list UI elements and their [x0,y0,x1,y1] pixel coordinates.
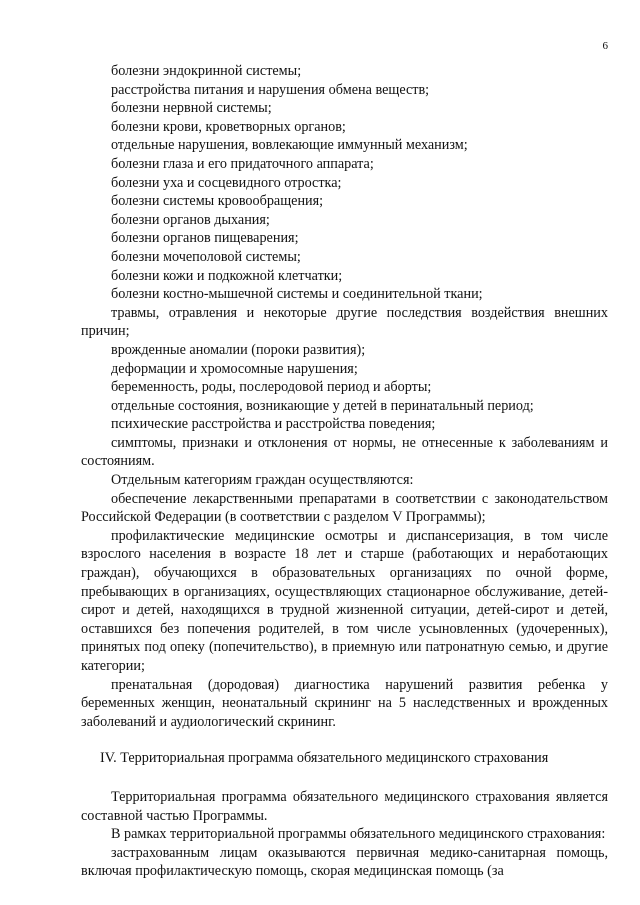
list-item: болезни глаза и его придаточного аппарата; [111,155,374,172]
paragraph-prenatal: пренатальная (дородовая) диагностика нарушений развития ребенка у беременных женщин, неонатальный скрининг на 5 наследственных и врожденных заболеваний и аудиологический скрининг. [81,676,608,730]
list-item: болезни кожи и подкожной клетчатки; [111,267,343,284]
list-item: болезни органов пищеварения; [111,230,299,247]
list-item: расстройства питания и нарушения обмена веществ; [111,81,430,98]
page-number: 6 [602,40,608,52]
list-item: беременность, роды, послеродовой период и аборты; [111,379,432,396]
section-paragraph-3: застрахованным лицам оказываются первичная медико-санитарная помощь, включая профилактическую помощь, скорая медицинская помощь (за [81,844,608,880]
section-heading: IV. Территориальная программа обязательного медицинского страхования [100,750,549,767]
list-item: отдельные состояния, возникающие у детей в перинатальный период; [111,397,534,414]
section-paragraph-1: Территориальная программа обязательного медицинского страхования является составной частью Программы. [81,788,608,824]
list-item: болезни крови, кроветворных органов; [111,118,346,135]
list-item: отдельные нарушения, вовлекающие иммунный механизм; [111,137,468,154]
document-body [81,62,608,881]
list-item: болезни системы кровообращения; [111,193,324,210]
paragraph-checkups: профилактические медицинские осмотры и диспансеризация, в том числе взрослого населения в возрасте 18 лет и старше (работающих и неработающих граждан), обучающихся в образовательных организациях по очной форме, пребывающих в организациях, осуществляющих стационарное обслуживание, детей-сирот и детей, находящихся в трудной жизненной ситуации, детей-сирот и детей, оставшихся без попечения родителей, в том числе усыновленных (удочеренных), принятых под опеку (попечительство), в приемную или патронатную семью, и другие категории; [81,527,608,674]
list-item: болезни мочеполовой системы; [111,248,301,265]
paragraph-categories-intro: Отдельным категориям граждан осуществляются: [111,472,414,489]
list-item: болезни эндокринной системы; [111,63,302,79]
section-paragraph-2: В рамках территориальной программы обязательного медицинского страхования: [111,826,606,843]
list-item: деформации и хромосомные нарушения; [111,360,358,377]
paragraph-symptoms: симптомы, признаки и отклонения от нормы, не отнесенные к заболеваниям и состояниям. [81,434,608,470]
paragraph-trauma: травмы, отравления и некоторые другие последствия воздействия внешних причин; [81,304,608,340]
list-item: врожденные аномалии (пороки развития); [111,341,366,358]
list-item: болезни нервной системы; [111,100,272,117]
list-item: болезни органов дыхания; [111,211,270,228]
list-item: болезни костно-мышечной системы и соединительной ткани; [111,286,483,303]
list-item: психические расстройства и расстройства поведения; [111,416,436,433]
paragraph-drugs: обеспечение лекарственными препаратами в соответствии с законодательством Российской Федерации (в соответствии с разделом V Программы); [81,490,608,526]
list-item: болезни уха и сосцевидного отростка; [111,174,342,191]
